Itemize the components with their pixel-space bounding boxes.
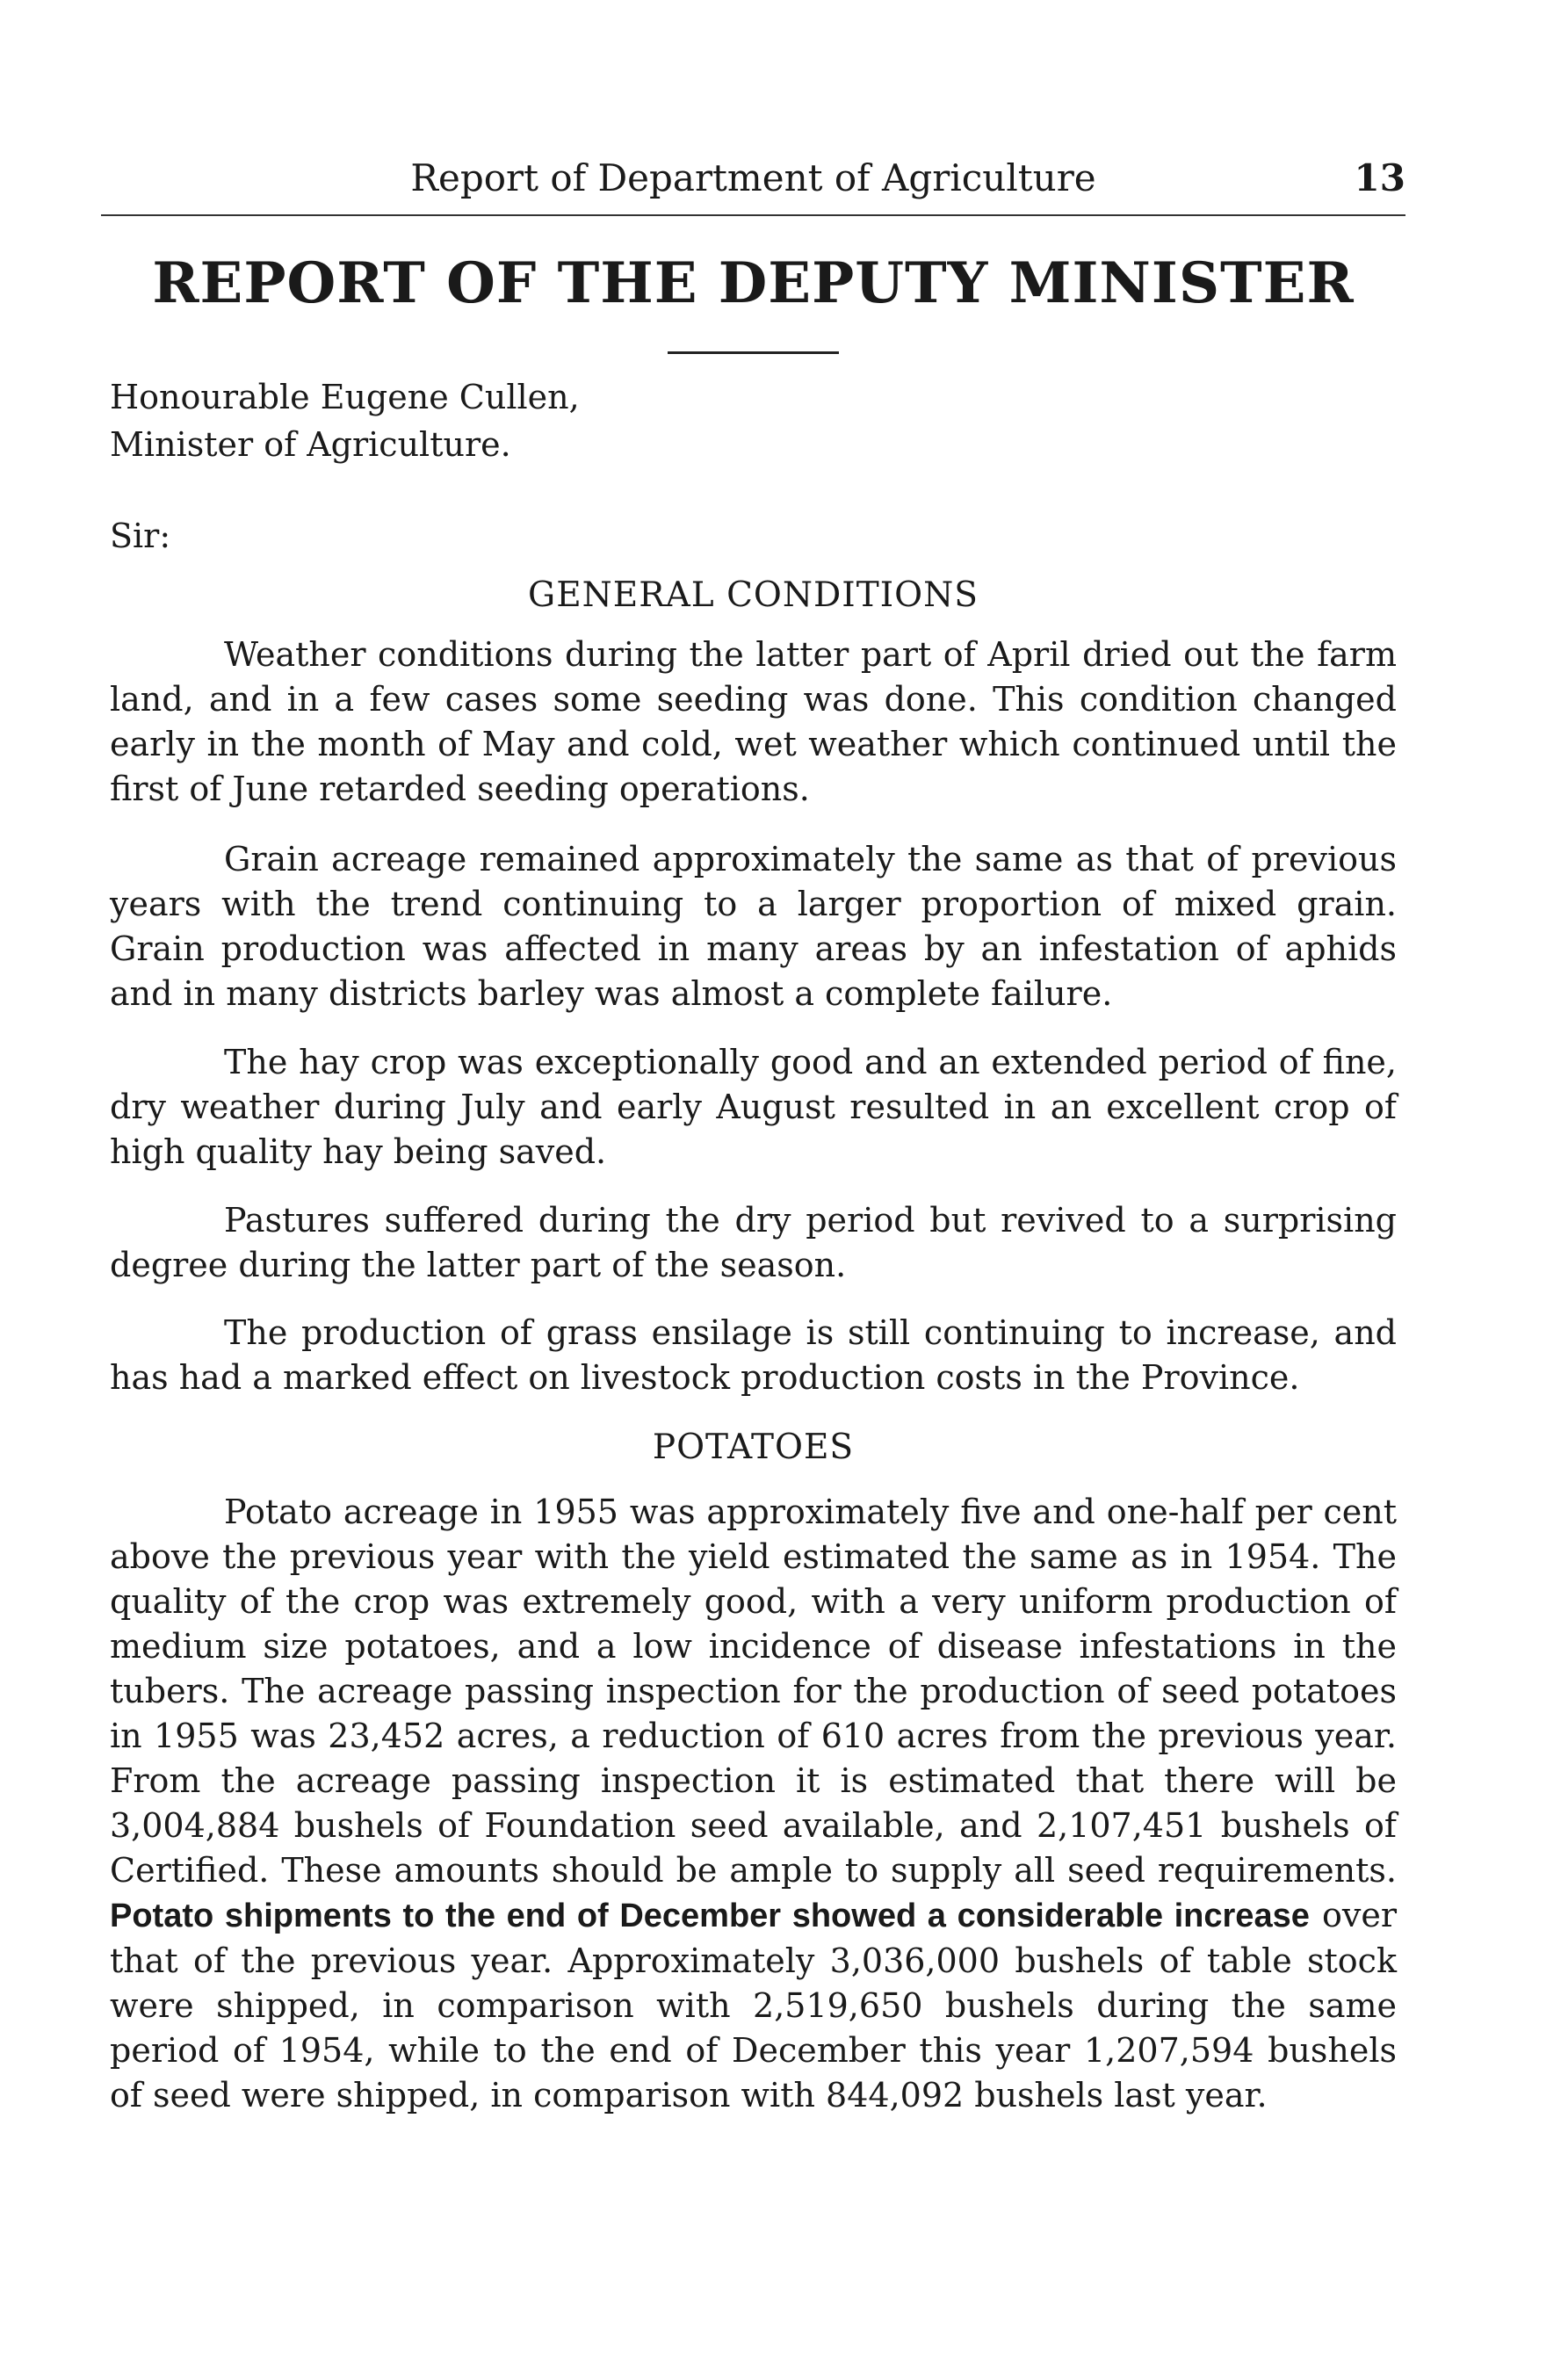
page-number: 13: [1354, 156, 1405, 199]
paragraph-weather: Weather conditions during the latter part of April dried out the farm land, and in a few cases some seeding was done. This condition changed early in the month of May and cold, wet weather which continued until the first of June retarded seeding operations.: [110, 635, 1397, 808]
paragraph-pastures: Pastures suffered during the dry period but revived to a surprising degree during the latter part of the season.: [110, 1201, 1397, 1284]
potatoes-text-b: over that of the previous year. Approximately 3,036,000 bushels of table stock were shipped, in comparison with 2,519,650 bushels during the same period of 1954, while to the end of December this year 1,207,594 bushels of seed were shipped, in comparison with 844,092 bushels last year.: [110, 1896, 1398, 2115]
paragraph-hay: The hay crop was exceptionally good and an extended period of fine, dry weather during July and early August resulted in an excellent crop of high quality hay being saved.: [110, 1043, 1397, 1171]
addressee-line-2: Minister of Agriculture.: [110, 425, 511, 464]
section-heading-general: GENERAL CONDITIONS: [528, 575, 979, 615]
header-rule: [101, 214, 1405, 216]
paragraph-grain: Grain acreage remained approximately the same as that of previous years with the trend continuing to a larger proportion of mixed grain. Grain production was affected in many areas by an infestation of aphids and in many districts barley was almost a complete failure.: [110, 840, 1397, 1013]
addressee-line-1: Honourable Eugene Cullen,: [110, 378, 580, 416]
title-rule: [668, 351, 839, 354]
paragraph-potatoes: [110, 1490, 1397, 2118]
paragraph-ensilage: The production of grass ensilage is still continuing to increase, and has had a marked effect on livestock production costs in the Province.: [110, 1313, 1397, 1397]
potatoes-text-bold: Potato shipments to the end of December showed a considerable increase: [110, 1898, 1310, 1934]
potatoes-text-a: Potato acreage in 1955 was approximately five and one-half per cent above the previous year with the yield estimated the same as in 1954. The quality of the crop was extremely good, with a very uniform production of medium size potatoes, and a low incidence of disease infestations in the tubers. The acreage passing inspection for the production of seed potatoes in 1955 was 23,452 acres, a reduction of 610 acres from the previous year. From the acreage passing inspection it is estimated that there will be 3,004,884 bushels of Foundation seed available, and 2,107,451 bushels of Certified. These amounts should be ample to supply all seed requirements.: [110, 1493, 1397, 1890]
page-title: REPORT OF THE DEPUTY MINISTER: [152, 250, 1355, 316]
running-head: [101, 156, 1405, 209]
running-head-title: Report of Department of Agriculture: [410, 156, 1096, 199]
section-heading-potatoes: POTATOES: [652, 1428, 855, 1467]
salutation: Sir:: [110, 517, 171, 555]
